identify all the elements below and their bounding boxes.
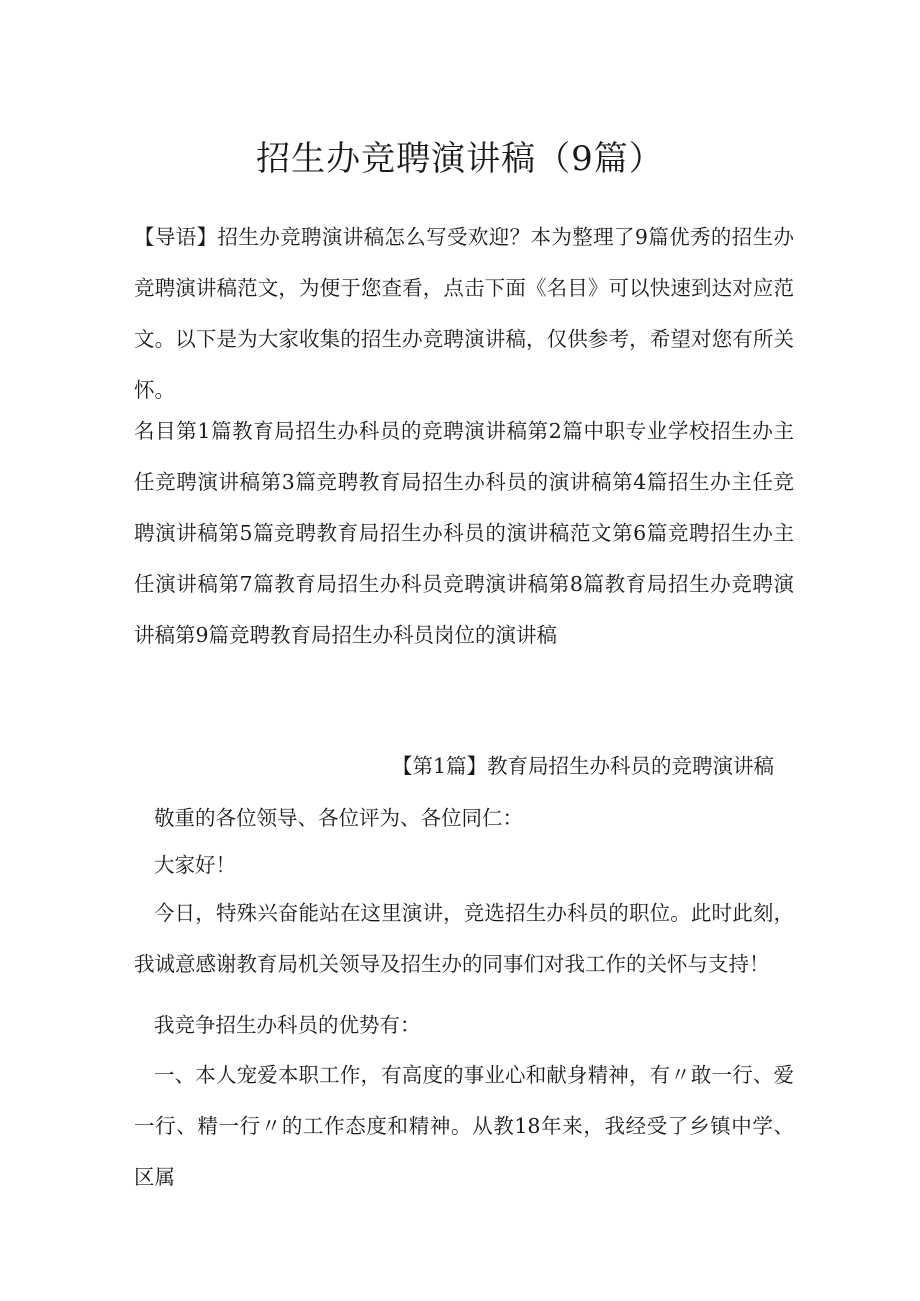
table-of-contents: 名目第1篇教育局招生办科员的竞聘演讲稿第2篇中职专业学校招生办主任竞聘演讲稿第3篇竞聘教育局招生办科员的演讲稿第4篇招生办主任竞聘演讲稿第5篇竞聘教育局招生办科员的演讲稿范文第6篇竞聘招生办主任演讲稿第7篇教育局招生办科员竞聘演讲稿第8篇教育局招生办竞聘演讲稿第9篇竞聘教育局招生办科员岗位的演讲稿: [134, 419, 794, 647]
intro-paragraph: 【导语】招生办竞聘演讲稿怎么写受欢迎？本为整理了9篇优秀的招生办竞聘演讲稿范文，为便于您查看，点击下面《名目》可以快速到达对应范文。以下是为大家收集的招生办竞聘演讲稿，仅供参考，希望对您有所关怀。: [134, 225, 794, 402]
greeting-line: 大家好！: [154, 853, 236, 877]
salutation: 敬重的各位领导、各位评为、各位同仁：: [154, 806, 523, 830]
body-paragraph: 一、本人宠爱本职工作，有高度的事业心和献身精神，有〃敢一行、爱一行、精一行〃的工作态度和精神。从教18年来，我经受了乡镇中学、区属: [134, 1063, 794, 1189]
section-heading: 【第1篇】教育局招生办科员的竞聘演讲稿: [391, 754, 774, 778]
body-paragraph: 今日，特殊兴奋能站在这里演讲，竞选招生办科员的职位。此时此刻，我诚意感谢教育局机关领导及招生办的同事们对我工作的关怀与支持！: [134, 901, 794, 976]
document-title: 招生办竞聘演讲稿（9篇）: [256, 139, 664, 179]
body-paragraph: 我竞争招生办科员的优势有：: [154, 1013, 421, 1037]
